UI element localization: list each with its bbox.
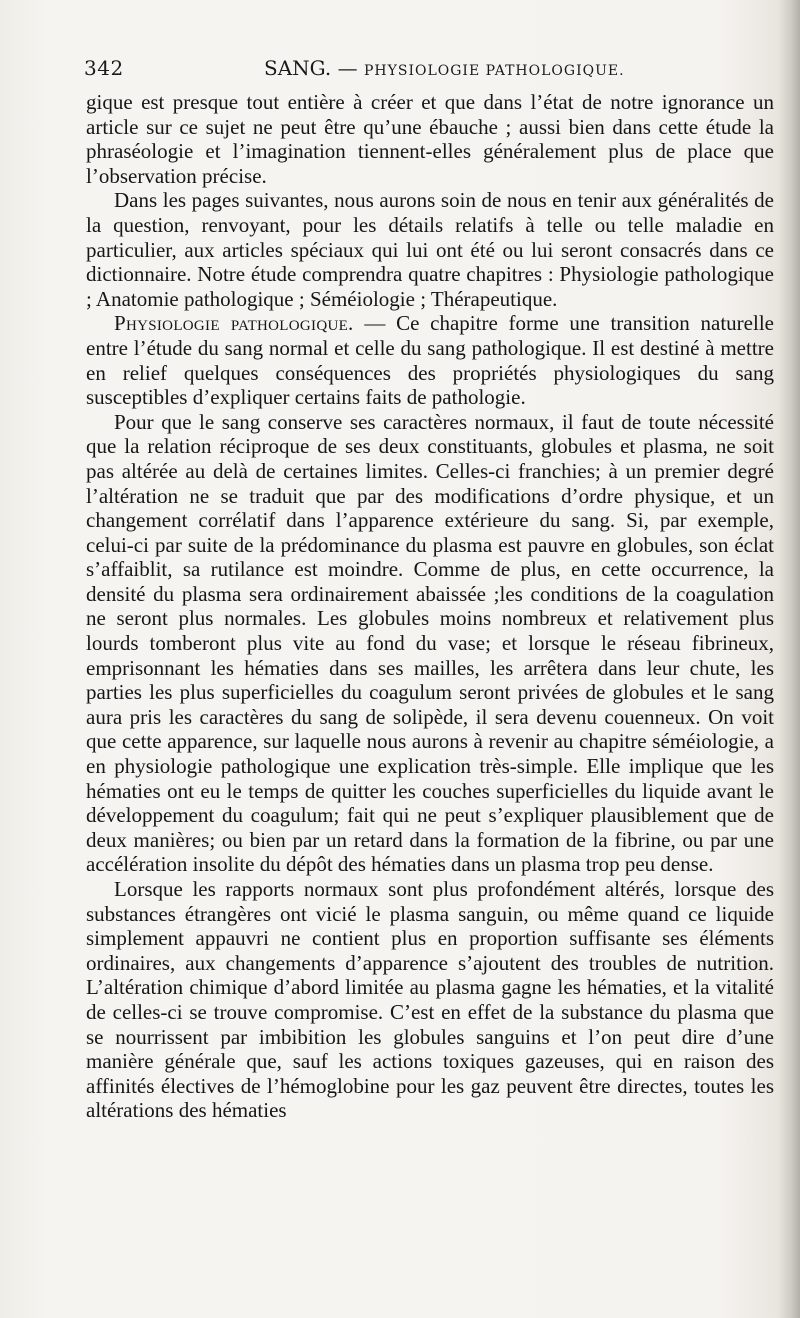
running-head-subtitle: PHYSIOLOGIE PATHOLOGIQUE. xyxy=(363,63,625,79)
running-head xyxy=(264,56,625,80)
page-edge-shadow xyxy=(778,0,800,1318)
section-heading: Physiologie pathologique. xyxy=(114,311,354,336)
body-text xyxy=(86,90,774,1123)
page-header xyxy=(84,52,774,86)
paragraph: Lorsque les rapports normaux sont plus profondément altérés, lorsque des substances étrangères ont vicié le plasma sanguin, ou même quand ce liquide simplement appauvri ne contient plus en proportion suffisante ses éléments ordinaires, aux changements d’apparence s’ajoutent des troubles de nutrition. L’altération chimique d’abord limitée au plasma gagne les hématies, et la vitalité de celles-ci se trouve compromise. C’est en effet de la substance du plasma que se nourrissent par imbibition les globules sanguins et l’on peut dire d’une manière générale que, sauf les actions toxiques gazeuses, qui en raison des affinités électives de l’hémoglobine pour les gaz peuvent être directes, toutes les altérations des hématies xyxy=(86,877,774,1123)
paragraph-continued: gique est presque tout entière à créer et que dans l’état de notre ignorance un article sur ce sujet ne peut être qu’une ébauche ; aussi bien dans cette étude la phraséologie et l’imagination tiennent-elles généralement plus de place que l’observation précise. xyxy=(86,90,774,188)
paragraph: Dans les pages suivantes, nous aurons soin de nous en tenir aux généralités de la question, renvoyant, pour les détails relatifs à telle ou telle maladie en particulier, aux articles spéciaux qui lui ont été ou lui seront consacrés dans ce dictionnaire. Notre étude comprendra quatre chapitres : Physiologie pathologique ; Anatomie pathologique ; Séméiologie ; Thérapeutique. xyxy=(86,188,774,311)
page-number: 342 xyxy=(84,56,124,80)
section-text: — Ce chapitre forme une transition naturelle entre l’étude du sang normal et celle du sang pathologique. Il est destiné à mettre en relief quelques conséquences des propriétés physiologiques du sang susceptibles d’expliquer certains faits de pathologie. xyxy=(86,311,774,410)
section-paragraph xyxy=(86,311,774,409)
paragraph: Pour que le sang conserve ses caractères normaux, il faut de toute nécessité que la relation réciproque de ses deux constituants, globules et plasma, ne soit pas altérée au delà de certaines limites. Celles-ci franchies; à un premier degré l’altération ne se traduit que par des modifications d’ordre physique, et un changement corrélatif dans l’apparence extérieure du sang. Si, par exemple, celui-ci par suite de la prédominance du plasma est pauvre en globules, son éclat s’affaiblit, sa rutilance est moindre. Comme de plus, en cette occurrence, la densité du plasma sera ordinairement abaissée ;les conditions de la coagulation ne seront plus normales. Les globules moins nombreux et relativement plus lourds tomberont plus vite au fond du vase; et lorsque le réseau fibrineux, emprisonnant les hématies dans ses mailles, les arrêtera dans leur chute, les parties les plus superficielles du coagulum seront privées de globules et le sang aura pris les caractères du sang de solipède, il sera devenu couenneux. On voit que cette apparence, sur laquelle nous aurons à revenir au chapitre séméiologie, a en physiologie pathologique une explication très-simple. Elle implique que les hématies ont eu le temps de quitter les couches superficielles du liquide avant le développement du coagulum; fait qui ne peut s’expliquer plausiblement que de deux manières; ou bien par un retard dans la formation de la fibrine, ou par une accélération insolite du dépôt des hématies dans un plasma trop peu dense. xyxy=(86,409,774,877)
running-head-title: SANG. xyxy=(264,56,332,80)
running-head-dash: — xyxy=(337,56,358,80)
